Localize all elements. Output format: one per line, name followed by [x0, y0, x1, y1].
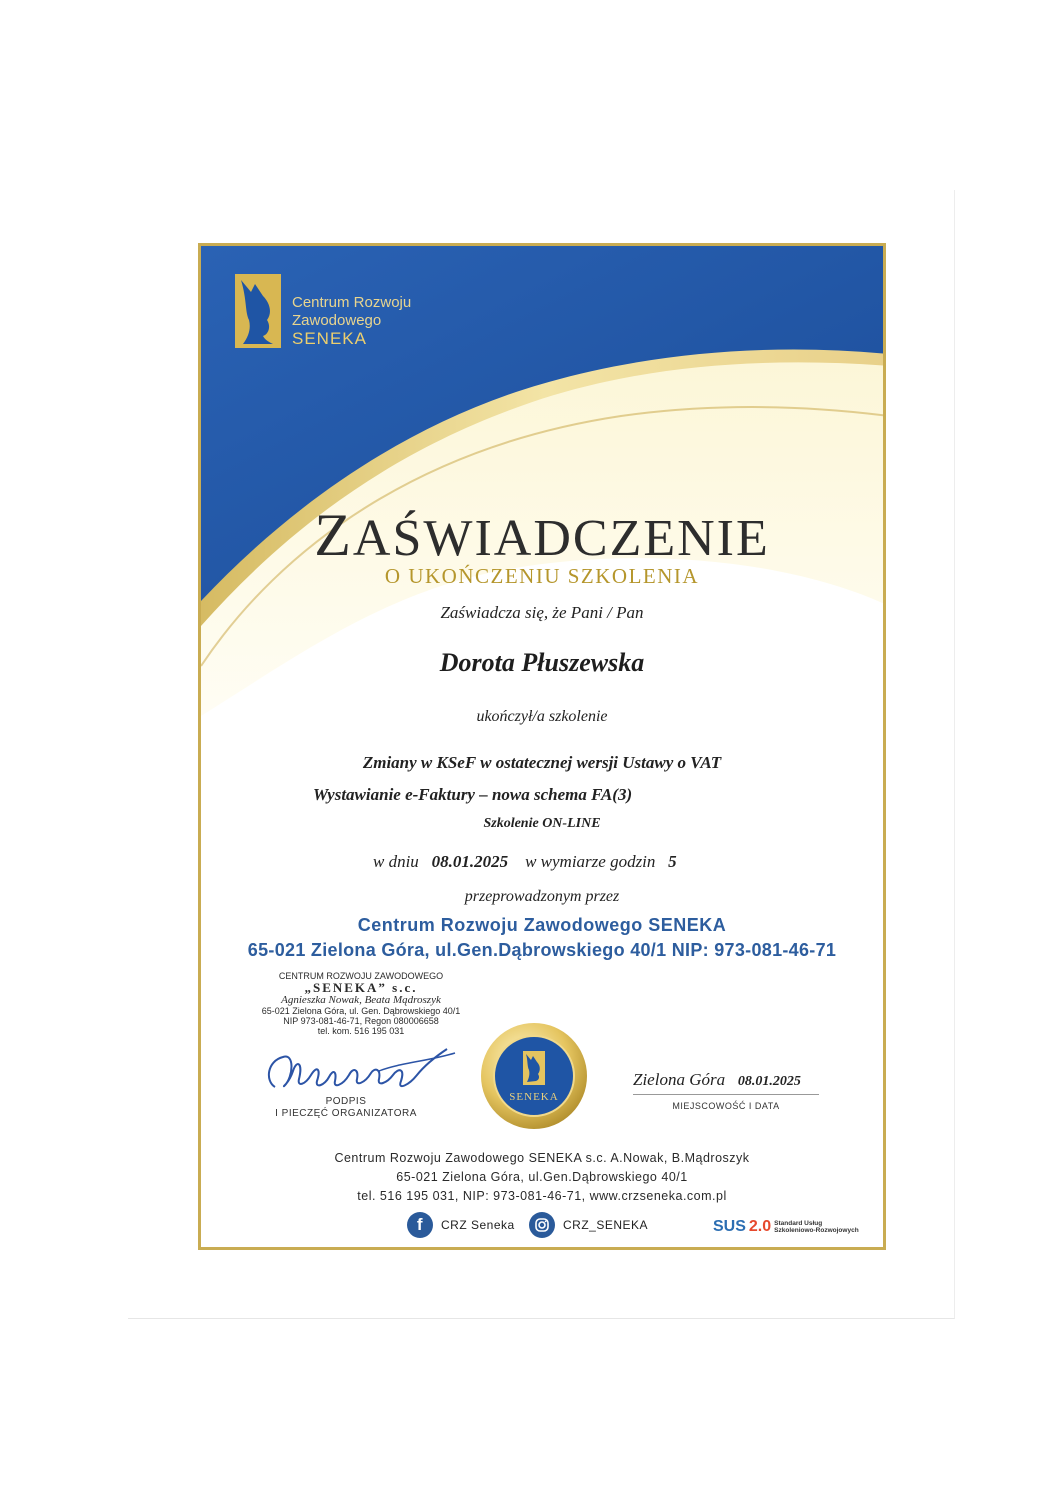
- course-title-line2: Wystawianie e-Faktury – nowa schema FA(3): [313, 785, 633, 804]
- gold-seal: [479, 1021, 589, 1136]
- footer-line3: tel. 516 195 031, NIP: 973-081-46-71, www.crzseneka.com.pl: [357, 1189, 727, 1203]
- logo-line2: Zawodowego: [292, 312, 382, 329]
- course-date: 08.01.2025: [431, 852, 509, 871]
- stamp-line3: Agnieszka Nowak, Beata Mądroszyk: [281, 994, 441, 1006]
- course-hours: 5: [668, 852, 677, 871]
- organizer-stamp: [261, 971, 461, 1036]
- organizer-address: 65-021 Zielona Góra, ul.Gen.Dąbrowskiego 40/1 NIP: 973-081-46-71: [247, 940, 837, 960]
- facebook-label: CRZ Seneka: [441, 1218, 515, 1232]
- sus-badge: [713, 1218, 859, 1236]
- sus-mark: SUS: [713, 1218, 746, 1235]
- logo-text: [292, 294, 411, 348]
- date-prefix: w dniu: [373, 852, 419, 871]
- place-name: Zielona Góra: [633, 1070, 726, 1089]
- certificate-title: [201, 501, 883, 570]
- stamp-line4: 65-021 Zielona Góra, ul. Gen. Dąbrowskiego 40/1: [261, 1006, 461, 1016]
- sus-version: 2.0: [748, 1218, 772, 1235]
- signature-image: [259, 1041, 464, 1103]
- stamp-line5: NIP 973-081-46-71, Regon 080006658: [283, 1016, 439, 1026]
- participant-name: Dorota Płuszewska: [439, 648, 645, 677]
- hours-prefix: w wymiarze godzin: [525, 852, 656, 871]
- certificate-subtitle: O UKOŃCZENIU SZKOLENIA: [384, 564, 700, 588]
- footer-line2: 65-021 Zielona Góra, ul.Gen.Dąbrowskiego 40/1: [396, 1170, 688, 1184]
- footer-line1: Centrum Rozwoju Zawodowego SENEKA s.c. A.Nowak, B.Mądroszyk: [334, 1151, 750, 1165]
- logo-line1: Centrum Rozwoju: [292, 294, 412, 311]
- sus-desc-line1: Standard Usług: [774, 1220, 823, 1227]
- certificate: [198, 243, 886, 1250]
- seal-image: [479, 1021, 589, 1131]
- course-mode: Szkolenie ON-LINE: [483, 816, 601, 831]
- organizer-name: Centrum Rozwoju Zawodowego SENEKA: [357, 915, 727, 935]
- facebook-icon: f: [407, 1212, 433, 1238]
- completed-text: ukończył/a szkolenie: [476, 708, 608, 725]
- stamp-line6: tel. kom. 516 195 031: [317, 1026, 405, 1036]
- sus-desc-line2: Szkoleniowo-Rozwojowych: [774, 1227, 859, 1234]
- course-title-line1: Zmiany w KSeF w ostatecznej wersji Ustawy o VAT: [362, 753, 722, 772]
- facebook-link[interactable]: [407, 1212, 515, 1238]
- conducted-by: przeprowadzonym przez: [464, 888, 620, 905]
- date-hours-line: [373, 852, 677, 872]
- seneka-logo-icon: [235, 274, 281, 348]
- place-date-line: [633, 1094, 819, 1095]
- title-initial: Z: [314, 502, 353, 568]
- stamp-line1: CENTRUM ROZWOJU ZAWODOWEGO: [278, 971, 444, 981]
- sus-description: [774, 1220, 859, 1234]
- signature-label-line2: I PIECZĘĆ ORGANIZATORA: [275, 1108, 417, 1119]
- lead-text: Zaświadcza się, że Pani / Pan: [440, 603, 644, 622]
- place-date-value: 08.01.2025: [737, 1074, 801, 1089]
- signature-label-line1: PODPIS: [325, 1096, 367, 1107]
- place-date: [633, 1070, 801, 1090]
- seal-text: SENEKA: [509, 1091, 559, 1103]
- instagram-icon: [529, 1212, 555, 1238]
- signature-label: [271, 1096, 421, 1120]
- logo-brand: SENEKA: [292, 329, 367, 348]
- instagram-label: CRZ_SENEKA: [563, 1218, 649, 1232]
- instagram-link[interactable]: [529, 1212, 648, 1238]
- stamp-line2: „SENEKA” s.c.: [304, 980, 418, 995]
- title-rest: AŚWIADCZENIE: [352, 510, 770, 567]
- place-date-label: MIEJSCOWOŚĆ I DATA: [672, 1101, 780, 1111]
